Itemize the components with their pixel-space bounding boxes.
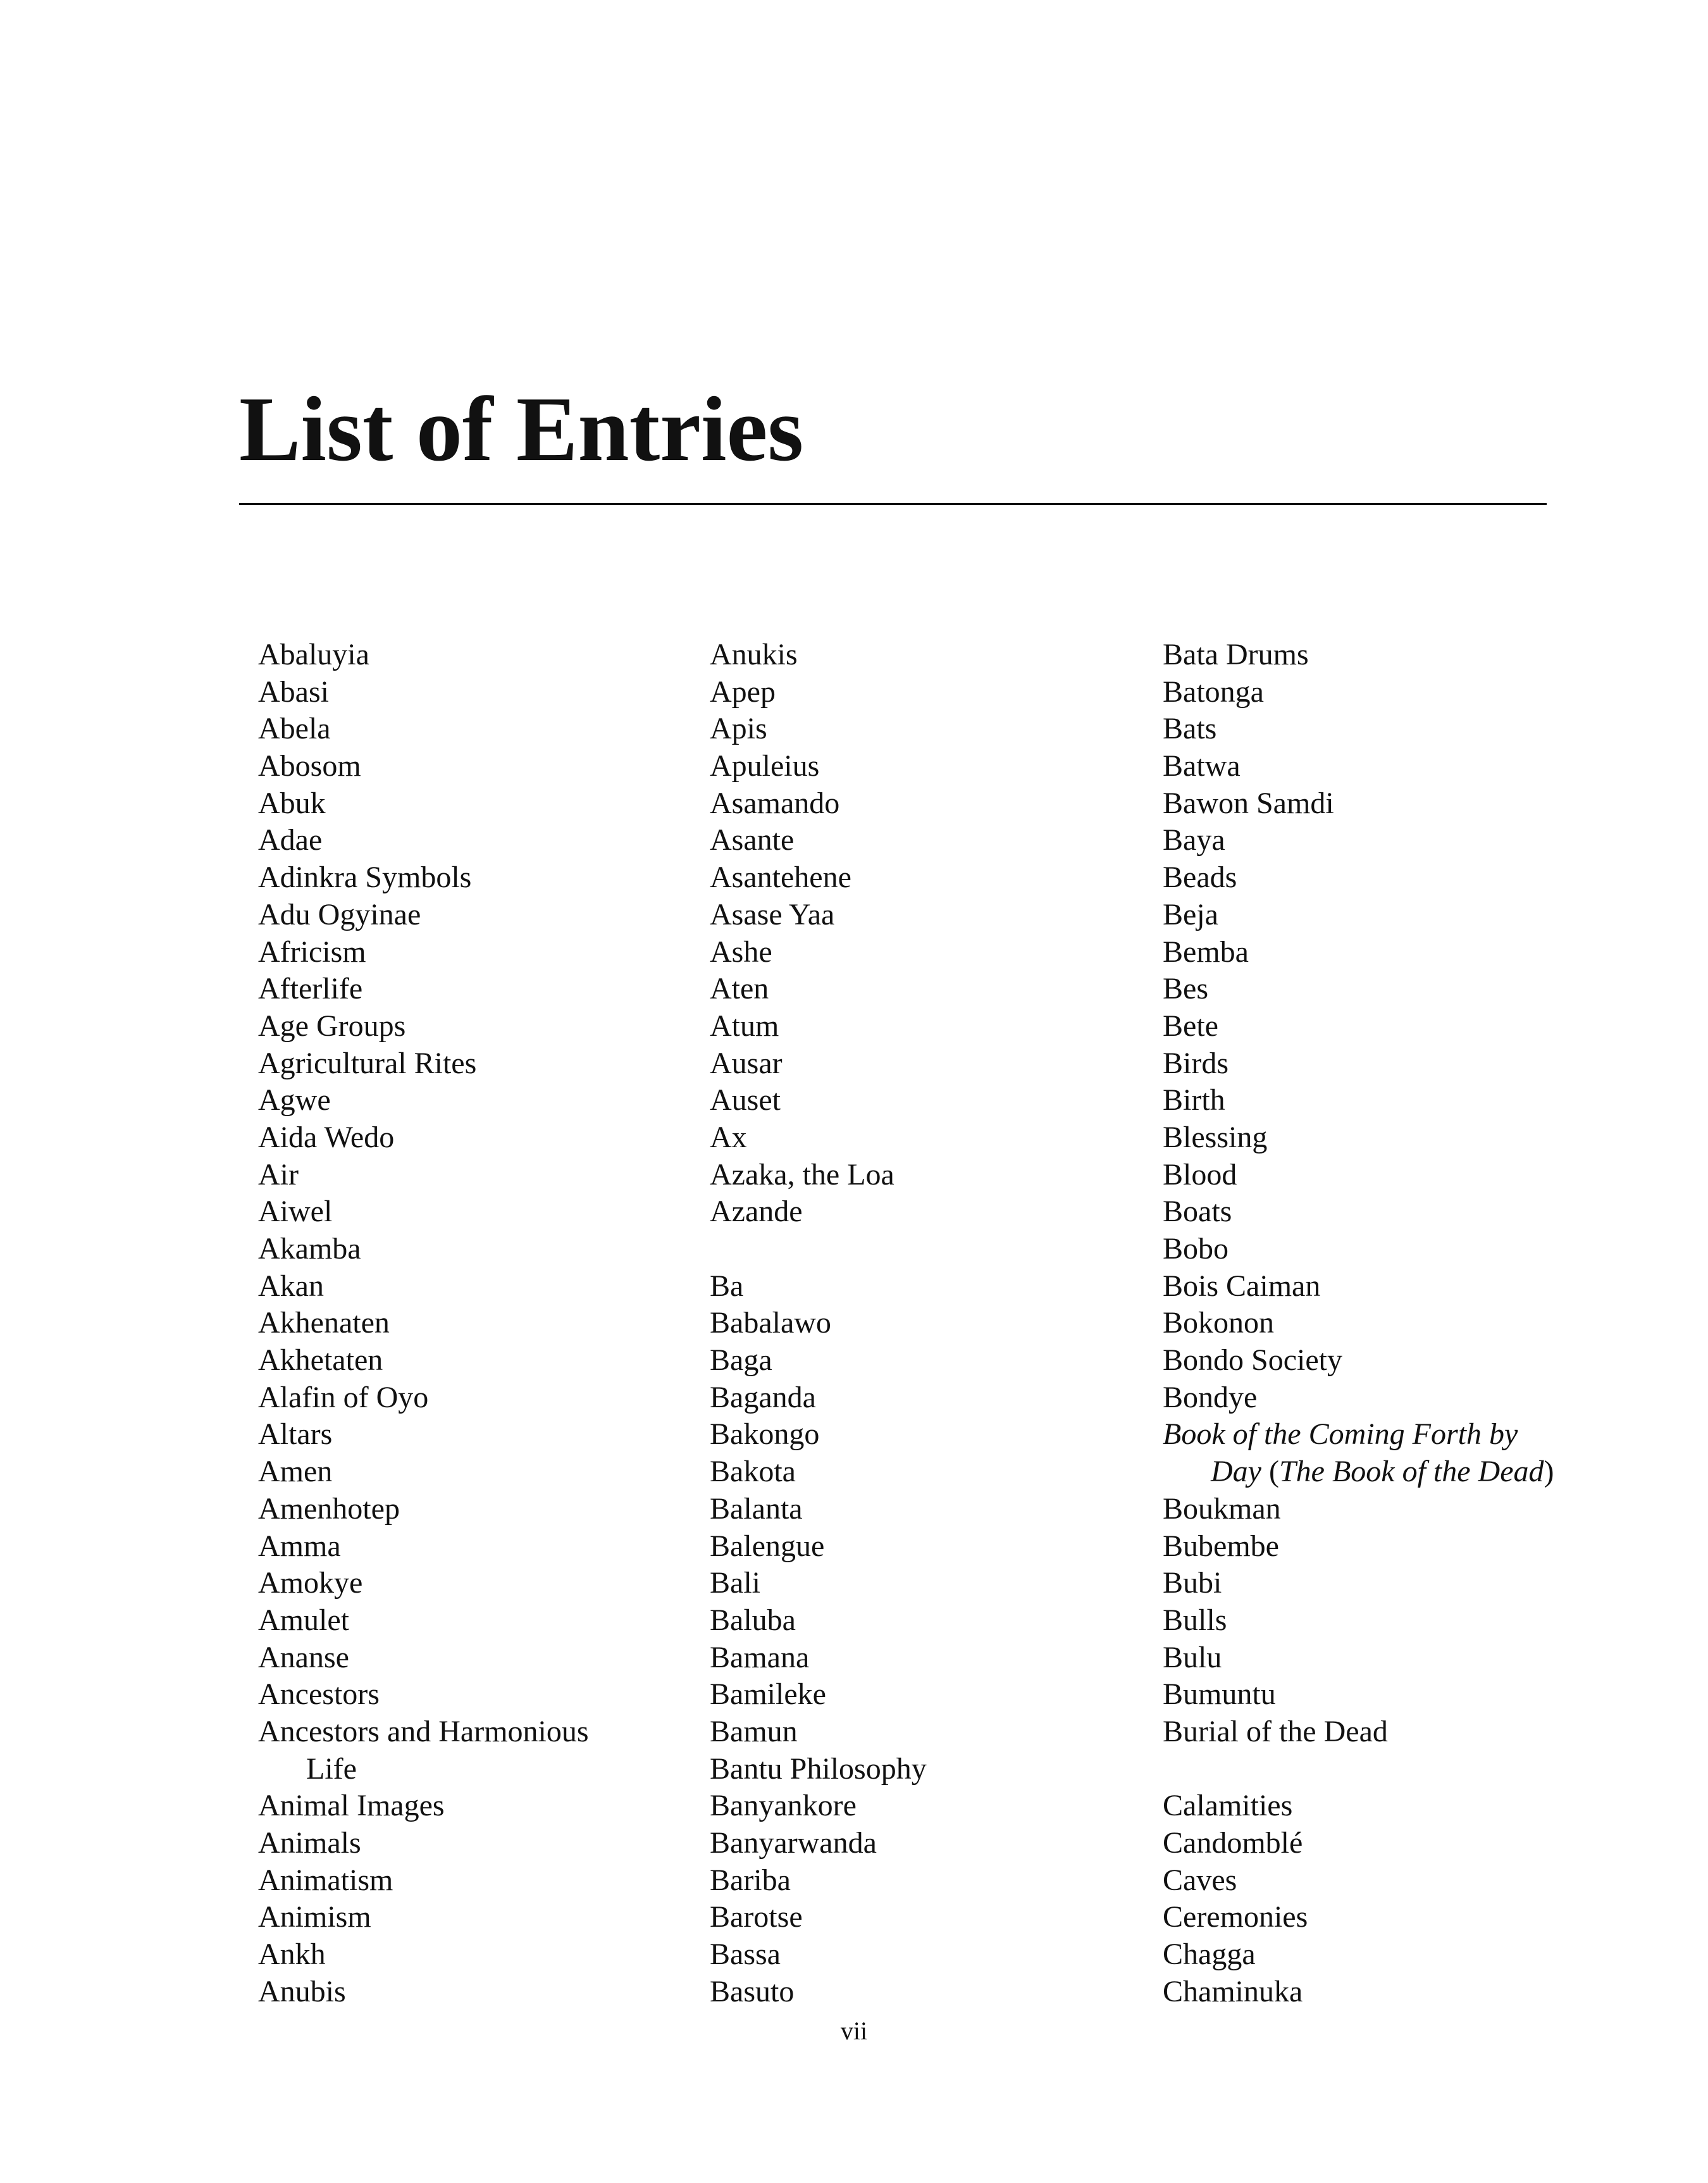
list-item-italic: Book of the Coming Forth by	[1163, 1417, 1518, 1452]
list-item: Boukman	[1163, 1491, 1281, 1526]
list-item: Ananse	[258, 1640, 349, 1674]
list-item: Balanta	[710, 1491, 803, 1526]
list-item: Akhetaten	[258, 1343, 383, 1378]
list-item: Animatism	[258, 1863, 393, 1897]
list-item: Azande	[710, 1195, 803, 1229]
list-item: Amma	[258, 1529, 341, 1563]
list-item: Abuk	[258, 786, 326, 820]
list-item: Abela	[258, 712, 331, 746]
list-item: Bemba	[1163, 935, 1249, 969]
list-item: Afterlife	[258, 972, 363, 1006]
entry-fragment: Day	[1211, 1455, 1261, 1489]
list-item: Atum	[710, 1009, 779, 1043]
list-item: Birth	[1163, 1083, 1225, 1117]
list-item: Baganda	[710, 1380, 816, 1414]
list-item: Bondo Society	[1163, 1343, 1342, 1378]
list-item: Amokye	[258, 1566, 363, 1600]
list-item: Bulu	[1163, 1640, 1222, 1674]
list-item: Bes	[1163, 972, 1208, 1006]
list-item: Baya	[1163, 823, 1225, 857]
list-item: Bokonon	[1163, 1306, 1275, 1340]
list-item: Birds	[1163, 1046, 1229, 1080]
list-item: Bassa	[710, 1937, 781, 1972]
list-item: Bakota	[710, 1455, 796, 1489]
list-item: Amen	[258, 1455, 333, 1489]
list-item: Ankh	[258, 1937, 326, 1972]
list-item: Burial of the Dead	[1163, 1714, 1388, 1748]
list-item: Bata Drums	[1163, 638, 1309, 671]
list-item: Ax	[710, 1120, 747, 1154]
list-item: Boats	[1163, 1195, 1232, 1229]
list-item: Abasi	[258, 675, 329, 709]
list-item: Anukis	[710, 638, 798, 671]
list-item: Chaminuka	[1163, 1974, 1303, 2008]
list-item: Bobo	[1163, 1232, 1229, 1266]
list-item: Bamun	[710, 1714, 798, 1748]
entries-column-3	[1163, 637, 1568, 2010]
list-item-continuation	[1163, 1453, 1568, 1491]
list-item: Adae	[258, 823, 323, 857]
list-item: Adu Ogyinae	[258, 897, 421, 931]
list-item: Batwa	[1163, 749, 1241, 783]
list-item: Animal Images	[258, 1789, 445, 1823]
list-item: Bondye	[1163, 1380, 1258, 1414]
list-item: Apep	[710, 675, 776, 709]
list-item: Bumuntu	[1163, 1677, 1276, 1712]
list-item: Azaka, the Loa	[710, 1157, 894, 1191]
list-item: Altars	[258, 1417, 333, 1452]
list-item: Banyarwanda	[710, 1826, 877, 1860]
list-item: Abosom	[258, 749, 361, 783]
list-item: Bakongo	[710, 1417, 820, 1452]
list-item: Bulls	[1163, 1603, 1227, 1637]
list-item: Anubis	[258, 1974, 346, 2008]
list-item: Ausar	[710, 1046, 783, 1080]
list-item: Age Groups	[258, 1009, 406, 1043]
list-item: Candomblé	[1163, 1826, 1303, 1860]
list-item: Bantu Philosophy	[710, 1751, 927, 1786]
list-item: Baluba	[710, 1603, 796, 1637]
list-item: Bois Caiman	[1163, 1269, 1321, 1303]
list-item: Alafin of Oyo	[258, 1380, 429, 1414]
list-item: Akan	[258, 1269, 324, 1303]
list-item-continuation: Life	[306, 1751, 357, 1786]
list-item: Agricultural Rites	[258, 1046, 477, 1080]
list-item: Bawon Samdi	[1163, 786, 1334, 820]
list-item: Basuto	[710, 1974, 795, 2008]
list-spacer	[1163, 1751, 1568, 1788]
list-item: Akamba	[258, 1232, 361, 1266]
list-item: Africism	[258, 935, 366, 969]
list-item: Calamities	[1163, 1789, 1293, 1823]
list-item: Agwe	[258, 1083, 331, 1117]
close-paren: )	[1544, 1455, 1554, 1489]
list-item: Balengue	[710, 1529, 825, 1563]
list-item: Bubembe	[1163, 1529, 1279, 1563]
list-item: Amulet	[258, 1603, 349, 1637]
list-item: Apis	[710, 712, 767, 746]
list-item: Chagga	[1163, 1937, 1256, 1972]
list-item: Beads	[1163, 861, 1237, 895]
list-item: Asase Yaa	[710, 897, 835, 931]
list-item: Banyankore	[710, 1789, 857, 1823]
list-item: Ba	[710, 1269, 744, 1303]
list-item: Bats	[1163, 712, 1217, 746]
list-item: Bubi	[1163, 1566, 1222, 1600]
entry-fragment: The Book of the Dead	[1278, 1455, 1544, 1489]
list-item: Ancestors and Harmonious	[258, 1714, 589, 1748]
list-item: Animism	[258, 1900, 371, 1934]
list-item: Asantehene	[710, 861, 851, 895]
list-item: Ancestors	[258, 1677, 380, 1712]
list-item: Caves	[1163, 1863, 1237, 1897]
list-item: Babalawo	[710, 1306, 831, 1340]
list-item: Barotse	[710, 1900, 803, 1934]
list-item: Blood	[1163, 1157, 1237, 1191]
list-item: Ashe	[710, 935, 772, 969]
list-item: Apuleius	[710, 749, 820, 783]
list-item: Abaluyia	[258, 638, 369, 671]
list-spacer	[710, 1231, 1140, 1268]
list-item: Ceremonies	[1163, 1900, 1308, 1934]
page-number: vii	[840, 2017, 868, 2045]
list-item: Asante	[710, 823, 795, 857]
list-item: Akhenaten	[258, 1306, 390, 1340]
entries-column-1	[258, 637, 701, 2010]
list-item: Adinkra Symbols	[258, 861, 472, 895]
list-item: Air	[258, 1157, 299, 1191]
entries-column-2	[710, 637, 1140, 2010]
list-item: Bamana	[710, 1640, 810, 1674]
list-item: Bariba	[710, 1863, 791, 1897]
open-paren: (	[1268, 1455, 1279, 1489]
list-item: Amenhotep	[258, 1491, 400, 1526]
list-item: Batonga	[1163, 675, 1264, 709]
page-title: List of Entries	[239, 378, 804, 480]
list-item: Aten	[710, 972, 769, 1006]
list-item: Bali	[710, 1566, 760, 1600]
list-item: Auset	[710, 1083, 781, 1117]
list-item: Animals	[258, 1826, 361, 1860]
list-item: Aiwel	[258, 1195, 333, 1229]
list-item: Asamando	[710, 786, 840, 820]
list-item: Baga	[710, 1343, 772, 1378]
list-item: Bamileke	[710, 1677, 826, 1712]
list-item: Beja	[1163, 897, 1218, 931]
list-item: Blessing	[1163, 1120, 1268, 1154]
title-divider	[239, 503, 1547, 505]
list-item: Bete	[1163, 1009, 1218, 1043]
list-item: Aida Wedo	[258, 1120, 395, 1154]
